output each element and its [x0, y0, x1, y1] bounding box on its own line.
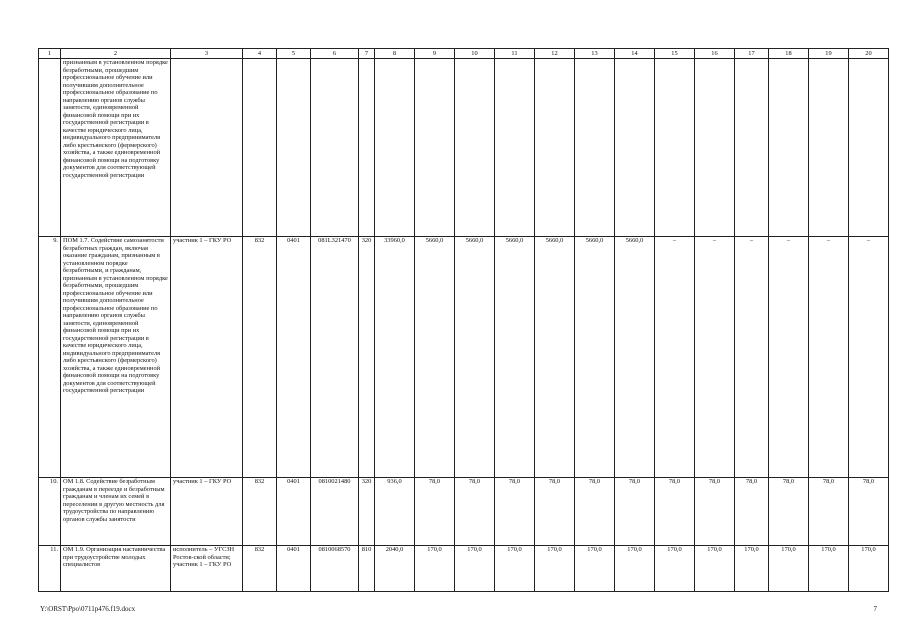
page-number: 7	[873, 605, 877, 613]
value-cell	[535, 59, 575, 237]
participant: исполнитель – УГСЗН Ростов-ской области; участник 1 – ГКУ РО	[171, 546, 243, 592]
measure-name: признанным в установленном порядке безработными, прошедшим профессиональное обучение или получившим дополнительное профессиональное образование по направлению органов службы занятости, единовременной финансовой помощи при их государственной регистрации в качестве юридического лица, индивидуального предпринимателя либо крестьянского (фермерского) хозяйства, а также единовременной финансовой помощи на подготовку документов для соответствующей государственной регистрации	[61, 59, 171, 237]
value-cell: 78,0	[455, 478, 495, 546]
value-cell: 170,0	[769, 546, 809, 592]
participant: участник 1 – ГКУ РО	[171, 237, 243, 478]
value-cell	[277, 59, 311, 237]
value-cell	[809, 59, 849, 237]
value-cell: 170,0	[535, 546, 575, 592]
value-cell: 78,0	[735, 478, 769, 546]
value-cell	[359, 59, 375, 237]
header-cell: 7	[359, 49, 375, 59]
header-cell: 14	[615, 49, 655, 59]
value-cell: 170,0	[575, 546, 615, 592]
table-row	[39, 546, 889, 592]
header-cell: 17	[735, 49, 769, 59]
value-cell: 5660,0	[495, 237, 535, 478]
value-cell: 832	[243, 478, 277, 546]
value-cell: 0401	[277, 546, 311, 592]
value-cell: 170,0	[615, 546, 655, 592]
header-cell: 1	[39, 49, 61, 59]
value-cell: 170,0	[655, 546, 695, 592]
value-cell: 170,0	[849, 546, 889, 592]
header-cell: 6	[311, 49, 359, 59]
value-cell: 832	[243, 237, 277, 478]
value-cell: 170,0	[495, 546, 535, 592]
table-row	[39, 478, 889, 546]
value-cell: –	[849, 237, 889, 478]
value-cell	[495, 59, 535, 237]
value-cell: 78,0	[615, 478, 655, 546]
value-cell	[695, 59, 735, 237]
value-cell: 0810021480	[311, 478, 359, 546]
value-cell: –	[735, 237, 769, 478]
header-cell: 13	[575, 49, 615, 59]
program-table	[38, 48, 889, 592]
value-cell: 78,0	[809, 478, 849, 546]
header-cell: 3	[171, 49, 243, 59]
value-cell: 0810068570	[311, 546, 359, 592]
value-cell: 170,0	[695, 546, 735, 592]
value-cell	[615, 59, 655, 237]
header-cell: 18	[769, 49, 809, 59]
value-cell: –	[695, 237, 735, 478]
value-cell: 170,0	[809, 546, 849, 592]
value-cell: –	[769, 237, 809, 478]
participant: участник 1 – ГКУ РО	[171, 478, 243, 546]
value-cell: 78,0	[575, 478, 615, 546]
value-cell: 78,0	[655, 478, 695, 546]
row-number: 10.	[39, 478, 61, 546]
header-row	[39, 49, 889, 59]
value-cell	[849, 59, 889, 237]
header-cell: 16	[695, 49, 735, 59]
value-cell	[243, 59, 277, 237]
value-cell: 170,0	[415, 546, 455, 592]
participant	[171, 59, 243, 237]
header-cell: 4	[243, 49, 277, 59]
value-cell: 78,0	[535, 478, 575, 546]
value-cell: 081L321470	[311, 237, 359, 478]
value-cell: 170,0	[735, 546, 769, 592]
header-cell: 19	[809, 49, 849, 59]
header-cell: 15	[655, 49, 695, 59]
table-row	[39, 59, 889, 237]
value-cell: 5660,0	[415, 237, 455, 478]
header-cell: 9	[415, 49, 455, 59]
value-cell: 5660,0	[575, 237, 615, 478]
value-cell	[735, 59, 769, 237]
value-cell: 78,0	[769, 478, 809, 546]
value-cell: 832	[243, 546, 277, 592]
value-cell	[415, 59, 455, 237]
row-number: 11.	[39, 546, 61, 592]
header-cell: 20	[849, 49, 889, 59]
value-cell	[311, 59, 359, 237]
header-cell: 11	[495, 49, 535, 59]
measure-name: ОМ 1.9. Организация наставничества при трудоустройстве молодых специалистов	[61, 546, 171, 592]
value-cell: 320	[359, 478, 375, 546]
header-cell: 12	[535, 49, 575, 59]
value-cell: 810	[359, 546, 375, 592]
value-cell: 33960,0	[375, 237, 415, 478]
value-cell: –	[655, 237, 695, 478]
value-cell: 0401	[277, 237, 311, 478]
header-cell: 2	[61, 49, 171, 59]
value-cell: 5660,0	[455, 237, 495, 478]
value-cell: 2040,0	[375, 546, 415, 592]
value-cell: 78,0	[495, 478, 535, 546]
value-cell: 78,0	[849, 478, 889, 546]
value-cell: 78,0	[695, 478, 735, 546]
value-cell: 5660,0	[535, 237, 575, 478]
row-number: 9.	[39, 237, 61, 478]
measure-name: ОМ 1.8. Содействие безработным гражданам в переезде и безработным гражданам и членам их семей в переселении в другую местность для трудоустройства по направлению органов службы занятости	[61, 478, 171, 546]
value-cell	[575, 59, 615, 237]
value-cell	[455, 59, 495, 237]
header-cell: 10	[455, 49, 495, 59]
row-number	[39, 59, 61, 237]
value-cell	[375, 59, 415, 237]
header-cell: 8	[375, 49, 415, 59]
value-cell: –	[809, 237, 849, 478]
value-cell: 5660,0	[615, 237, 655, 478]
value-cell: 78,0	[415, 478, 455, 546]
value-cell	[655, 59, 695, 237]
table-body	[39, 49, 889, 592]
value-cell	[769, 59, 809, 237]
value-cell: 170,0	[455, 546, 495, 592]
file-path: Y:\ORST\Ppo\0711p476.f19.docx	[40, 605, 136, 613]
header-cell: 5	[277, 49, 311, 59]
table-row	[39, 237, 889, 478]
value-cell: 0401	[277, 478, 311, 546]
value-cell: 936,0	[375, 478, 415, 546]
value-cell: 320	[359, 237, 375, 478]
measure-name: ПОМ 1.7. Содействие самозанятости безработных граждан, включая оказание гражданам, признанным в установленном порядке безработными, и гражданам, признанным в установленном порядке безработными, прошедшим профессиональное обучение или получившим дополнительное профессиональное образование по направлению органов службы занятости, единовременной финансовой помощи при их государственной регистрации в качестве юридического лица, индивидуального предпринимателя либо крестьянского (фермерского) хозяйства, а также единовременной финансовой помощи на подготовку документов для соответствующей государственной регистрации	[61, 237, 171, 478]
